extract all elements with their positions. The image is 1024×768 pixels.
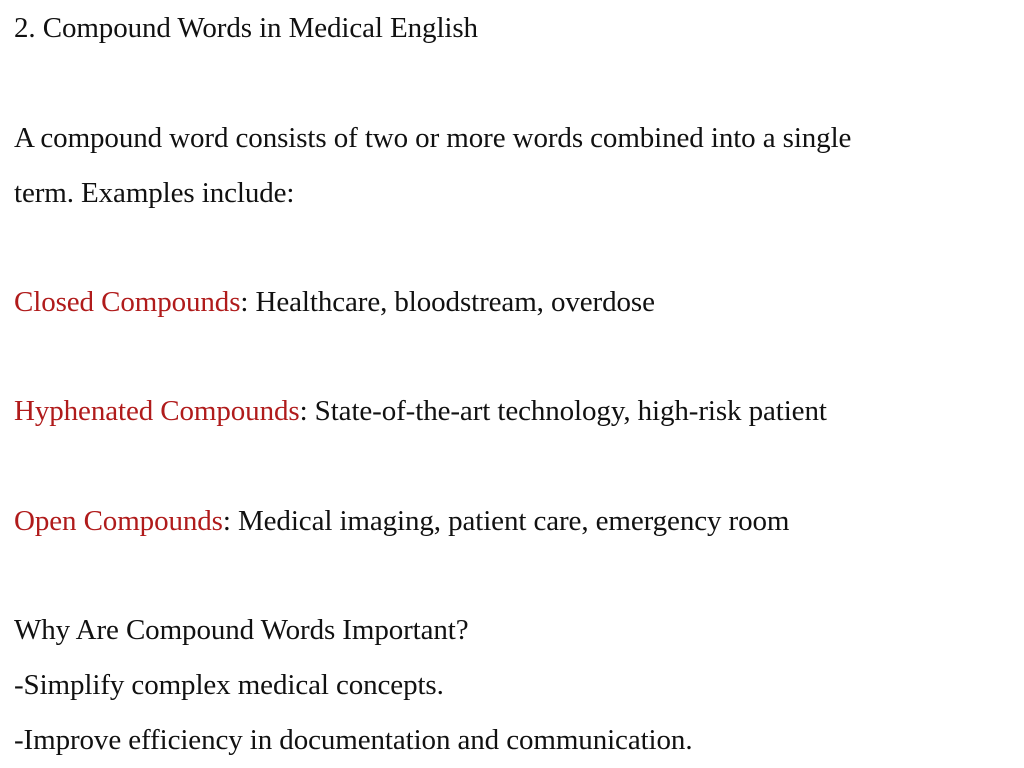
importance-point-2: -Improve efficiency in documentation and communication.: [14, 724, 693, 756]
section-heading: 2. Compound Words in Medical English: [14, 12, 478, 44]
example-text: Medical imaging, patient care, emergency room: [230, 505, 790, 537]
example-separator: :: [222, 505, 231, 537]
intro-line-2: term. Examples include:: [14, 177, 295, 209]
example-separator: :: [240, 286, 249, 318]
example-closed-compounds: [14, 284, 655, 320]
example-open-compounds: [14, 503, 789, 539]
example-term: Open Compounds: [14, 505, 223, 537]
intro-line-1: A compound word consists of two or more words combined into a single: [14, 122, 852, 154]
importance-question: Why Are Compound Words Important?: [14, 614, 469, 646]
example-term: Closed Compounds: [14, 286, 241, 318]
importance-point-1: -Simplify complex medical concepts.: [14, 669, 444, 701]
example-text: State-of-the-art technology, high-risk patient: [307, 395, 827, 427]
example-text: Healthcare, bloodstream, overdose: [248, 286, 655, 318]
example-term: Hyphenated Compounds: [14, 395, 300, 427]
example-hyphenated-compounds: [14, 393, 827, 429]
example-separator: :: [299, 395, 308, 427]
